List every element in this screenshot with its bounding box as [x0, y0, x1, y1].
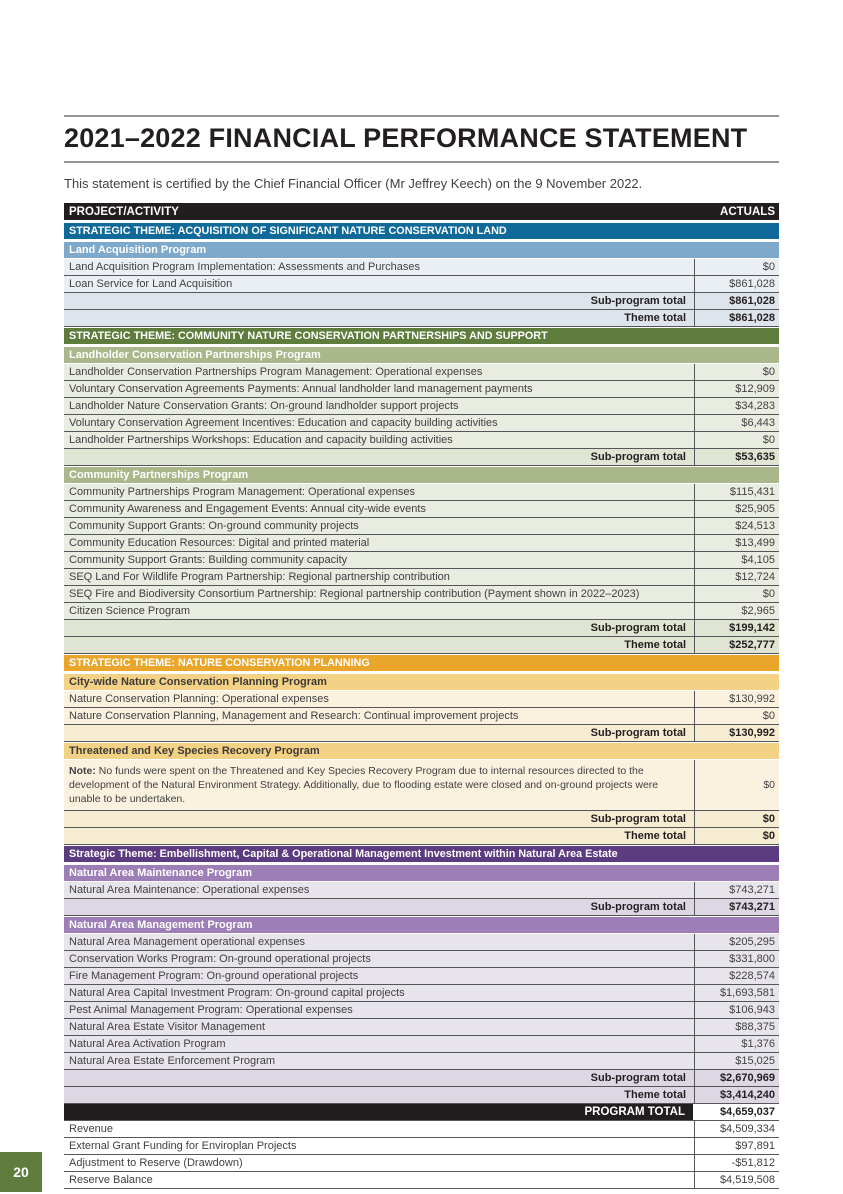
column-header-actuals: ACTUALS	[720, 205, 775, 218]
row-actuals-value: $13,499	[735, 537, 775, 549]
row-actuals-value: $15,025	[735, 1055, 775, 1068]
row-actuals-value: $25,905	[735, 503, 775, 515]
row-actuals-value: $331,800	[729, 953, 775, 966]
subprogram-total-label: Sub-program total	[64, 811, 695, 827]
program-header-label: Natural Area Management Program	[69, 919, 253, 932]
row-actuals-value: $743,271	[729, 884, 775, 897]
row-label: Community Education Resources: Digital and printed material	[64, 535, 695, 551]
row-label: Community Awareness and Engagement Events: Annual city-wide events	[64, 501, 695, 517]
table-row	[64, 1036, 779, 1053]
row-label: SEQ Fire and Biodiversity Consortium Partnership: Regional partnership contribution (Payment shown in 2022–2023)	[64, 586, 695, 602]
table-row	[64, 432, 779, 449]
subprogram-total-value: $2,670,969	[719, 1072, 775, 1085]
row-actuals-value: $0	[762, 710, 775, 722]
theme-total-row	[64, 1087, 779, 1104]
theme-total-value: $0	[762, 830, 775, 843]
table-row	[64, 1002, 779, 1019]
row-label: Fire Management Program: On-ground operational projects	[64, 968, 695, 984]
program-header-label: Natural Area Maintenance Program	[69, 867, 252, 880]
theme-header-label: STRATEGIC THEME: ACQUISITION OF SIGNIFICANT NATURE CONSERVATION LAND	[69, 225, 507, 237]
theme-header-row	[64, 222, 779, 241]
row-actuals-value: $2,965	[741, 605, 775, 617]
row-actuals-value: $861,028	[729, 278, 775, 290]
row-label: Natural Area Estate Enforcement Program	[64, 1053, 695, 1069]
certification-text: This statement is certified by the Chief Financial Officer (Mr Jeffrey Keech) on the 9 November 2022.	[64, 176, 643, 191]
program-header-row	[64, 673, 779, 691]
row-actuals-value: $34,283	[735, 400, 775, 412]
row-label: Landholder Partnerships Workshops: Education and capacity building activities	[64, 432, 695, 448]
row-label: Pest Animal Management Program: Operational expenses	[64, 1002, 695, 1018]
row-actuals-value: $106,943	[729, 1004, 775, 1017]
row-actuals-value: $1,376	[741, 1038, 775, 1051]
program-total-value: $4,659,037	[719, 1106, 775, 1119]
subprogram-total-value: $53,635	[735, 451, 775, 463]
table-row	[64, 934, 779, 951]
theme-total-label: Theme total	[64, 1087, 695, 1103]
row-label: Natural Area Management operational expenses	[64, 934, 695, 950]
theme-total-value: $252,777	[729, 639, 775, 651]
theme-total-value: $861,028	[729, 312, 775, 324]
table-row	[64, 603, 779, 620]
row-actuals-value: $0	[762, 366, 775, 378]
table-row	[64, 259, 779, 276]
subprogram-total-label: Sub-program total	[64, 620, 695, 636]
page-number-badge	[0, 1152, 42, 1192]
program-header-label: Landholder Conservation Partnerships Program	[69, 349, 321, 361]
closing-row-value: $4,519,508	[719, 1174, 775, 1187]
row-actuals-value: $0	[762, 588, 775, 600]
theme-header-row	[64, 654, 779, 673]
row-label: Natural Area Maintenance: Operational expenses	[64, 882, 695, 898]
program-header-row	[64, 916, 779, 934]
table-row	[64, 552, 779, 569]
row-label: Citizen Science Program	[64, 603, 695, 619]
subprogram-total-value: $861,028	[729, 295, 775, 307]
closing-row-value: $4,509,334	[719, 1123, 775, 1136]
financial-table	[64, 203, 779, 1189]
subprogram-total-value: $743,271	[729, 901, 775, 914]
table-row	[64, 968, 779, 985]
row-actuals-value: $12,724	[735, 571, 775, 583]
theme-total-label: Theme total	[64, 310, 695, 326]
row-label: Community Support Grants: Building community capacity	[64, 552, 695, 568]
title-block	[64, 115, 779, 163]
row-label: Loan Service for Land Acquisition	[64, 276, 695, 292]
table-row	[64, 484, 779, 501]
subprogram-total-row	[64, 620, 779, 637]
table-row	[64, 691, 779, 708]
table-row	[64, 364, 779, 381]
theme-header-label: STRATEGIC THEME: NATURE CONSERVATION PLANNING	[69, 657, 370, 669]
program-header-label: City-wide Nature Conservation Planning Program	[69, 676, 327, 688]
theme-header-row	[64, 327, 779, 346]
subprogram-total-label: Sub-program total	[64, 899, 695, 915]
subprogram-total-row	[64, 1070, 779, 1087]
page-title: 2021–2022 FINANCIAL PERFORMANCE STATEMENT	[64, 123, 748, 153]
note-row	[64, 760, 779, 811]
program-total-label: PROGRAM TOTAL	[64, 1104, 695, 1120]
closing-row	[64, 1172, 779, 1189]
row-label: Voluntary Conservation Agreement Incentives: Education and capacity building activities	[64, 415, 695, 431]
table-row	[64, 518, 779, 535]
closing-row	[64, 1155, 779, 1172]
table-row	[64, 708, 779, 725]
row-label: Natural Area Capital Investment Program: On-ground capital projects	[64, 985, 695, 1001]
row-label: Conservation Works Program: On-ground operational projects	[64, 951, 695, 967]
row-label: Land Acquisition Program Implementation: Assessments and Purchases	[64, 259, 695, 275]
note-actuals-value: $0	[763, 779, 775, 792]
program-header-row	[64, 864, 779, 882]
table-row	[64, 398, 779, 415]
row-label: Nature Conservation Planning: Operational expenses	[64, 691, 695, 707]
program-header-label: Threatened and Key Species Recovery Program	[69, 745, 320, 757]
row-actuals-value: $115,431	[729, 486, 775, 498]
row-label: Voluntary Conservation Agreements Payments: Annual landholder land management payments	[64, 381, 695, 397]
table-row	[64, 276, 779, 293]
row-label: Community Support Grants: On-ground community projects	[64, 518, 695, 534]
row-actuals-value: $130,992	[729, 693, 775, 705]
row-label: Landholder Nature Conservation Grants: On-ground landholder support projects	[64, 398, 695, 414]
program-header-row	[64, 241, 779, 259]
row-actuals-value: $6,443	[741, 417, 775, 429]
table-row	[64, 951, 779, 968]
closing-row-label: Reserve Balance	[64, 1172, 695, 1188]
program-header-label: Land Acquisition Program	[69, 244, 207, 256]
closing-row-label: Revenue	[64, 1121, 695, 1137]
row-actuals-value: $0	[762, 261, 775, 273]
program-header-row	[64, 742, 779, 760]
row-actuals-value: $228,574	[729, 970, 775, 983]
subprogram-total-label: Sub-program total	[64, 725, 695, 741]
program-header-row	[64, 466, 779, 484]
closing-row-label: External Grant Funding for Enviroplan Projects	[64, 1138, 695, 1154]
page-number: 20	[13, 1164, 29, 1180]
row-label: Nature Conservation Planning, Management and Research: Continual improvement projects	[64, 708, 695, 724]
subprogram-total-row	[64, 811, 779, 828]
row-label: Community Partnerships Program Management: Operational expenses	[64, 484, 695, 500]
program-header-row	[64, 346, 779, 364]
table-row	[64, 381, 779, 398]
table-row	[64, 569, 779, 586]
subprogram-total-label: Sub-program total	[64, 1070, 695, 1086]
table-row	[64, 415, 779, 432]
table-header-row	[64, 203, 779, 222]
program-header-label: Community Partnerships Program	[69, 469, 249, 481]
closing-row-label: Adjustment to Reserve (Drawdown)	[64, 1155, 695, 1171]
row-actuals-value: $88,375	[735, 1021, 775, 1034]
theme-header-label: STRATEGIC THEME: COMMUNITY NATURE CONSERVATION PARTNERSHIPS AND SUPPORT	[69, 330, 548, 342]
table-row	[64, 1053, 779, 1070]
row-label: SEQ Land For Wildlife Program Partnership: Regional partnership contribution	[64, 569, 695, 585]
row-label: Natural Area Estate Visitor Management	[64, 1019, 695, 1035]
closing-row-value: $97,891	[735, 1140, 775, 1153]
subprogram-total-row	[64, 725, 779, 742]
theme-header-row	[64, 845, 779, 864]
row-actuals-value: $4,105	[741, 554, 775, 566]
theme-total-row	[64, 637, 779, 654]
theme-total-value: $3,414,240	[719, 1089, 775, 1102]
theme-total-row	[64, 828, 779, 845]
subprogram-total-value: $130,992	[729, 727, 775, 739]
table-row	[64, 535, 779, 552]
table-row	[64, 882, 779, 899]
closing-row-value: -$51,812	[731, 1157, 775, 1170]
subprogram-total-label: Sub-program total	[64, 449, 695, 465]
row-actuals-value: $1,693,581	[719, 987, 775, 1000]
row-actuals-value: $12,909	[735, 383, 775, 395]
theme-total-row	[64, 310, 779, 327]
row-label: Natural Area Activation Program	[64, 1036, 695, 1052]
table-row	[64, 586, 779, 603]
theme-header-label: Strategic Theme: Embellishment, Capital & Operational Management Investment within Natural Area Estate	[69, 848, 618, 861]
title-rule-bottom	[64, 161, 779, 163]
subprogram-total-row	[64, 293, 779, 310]
column-header-project: PROJECT/ACTIVITY	[69, 205, 179, 218]
closing-row	[64, 1138, 779, 1155]
row-actuals-value: $24,513	[735, 520, 775, 532]
subprogram-total-row	[64, 449, 779, 466]
note-text: Note: No funds were spent on the Threatened and Key Species Recovery Program due to internal resources directed to the development of the Natural Environment Strategy. Additionally, due to flooding estate were closed and on-ground projects were unable to be undertaken.	[64, 760, 695, 810]
table-row	[64, 1019, 779, 1036]
row-label: Landholder Conservation Partnerships Program Management: Operational expenses	[64, 364, 695, 380]
theme-total-label: Theme total	[64, 828, 695, 844]
row-actuals-value: $205,295	[729, 936, 775, 949]
table-row	[64, 985, 779, 1002]
subprogram-total-label: Sub-program total	[64, 293, 695, 309]
subprogram-total-value: $199,142	[729, 622, 775, 634]
page-content	[64, 0, 779, 1189]
closing-row	[64, 1121, 779, 1138]
table-row	[64, 501, 779, 518]
row-actuals-value: $0	[762, 434, 775, 446]
subprogram-total-value: $0	[762, 813, 775, 826]
theme-total-label: Theme total	[64, 637, 695, 653]
subprogram-total-row	[64, 899, 779, 916]
program-total-row	[64, 1104, 779, 1121]
note-prefix: Note:	[69, 765, 96, 777]
